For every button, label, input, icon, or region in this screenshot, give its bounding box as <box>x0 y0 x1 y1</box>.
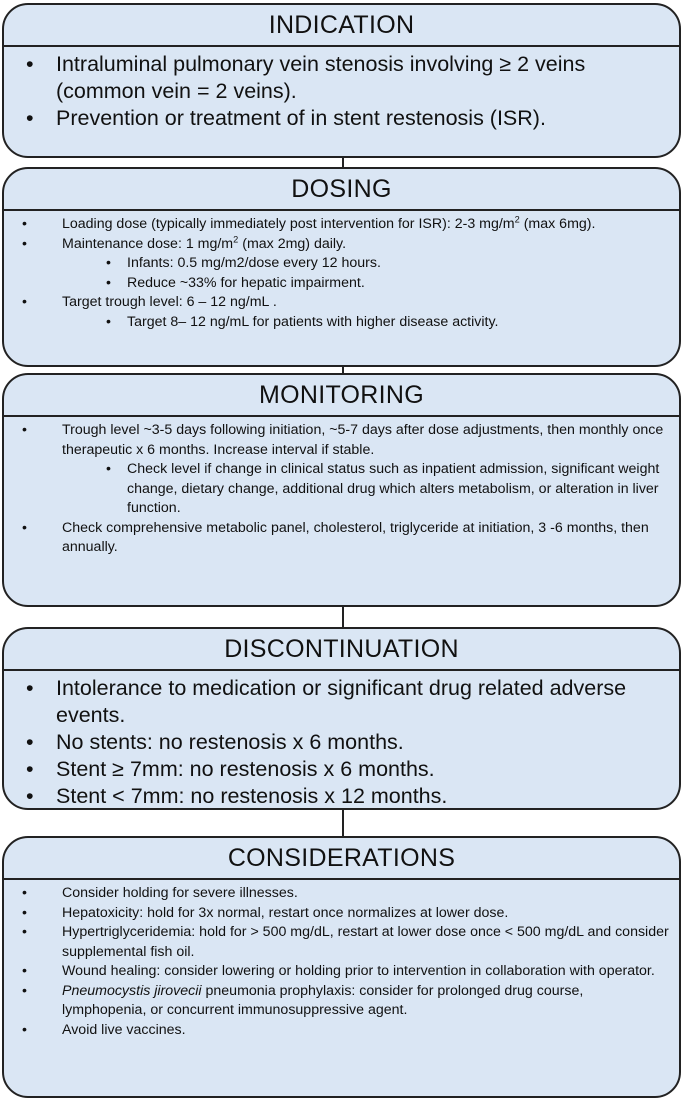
bullet-icon: • <box>26 52 34 76</box>
item-text: No stents: no restenosis x 6 months. <box>56 730 404 754</box>
connector-line <box>342 810 344 836</box>
bullet-icon: • <box>22 982 27 999</box>
item-text: Maintenance dose: 1 mg/m <box>62 235 234 252</box>
section-title: DISCONTINUATION <box>4 629 679 671</box>
item-text: Loading dose (typically immediately post intervention for ISR): 2-3 mg/m <box>62 216 515 232</box>
bullet-item <box>14 962 669 982</box>
item-text: Wound healing: consider lowering or holding prior to intervention in collaboration with operator. <box>62 963 655 979</box>
bullet-icon: • <box>22 885 27 901</box>
bullet-icon: • <box>106 274 111 291</box>
bullet-icon: • <box>22 216 27 232</box>
bullet-icon: • <box>22 422 27 438</box>
item-text: Trough level ~3-5 days following initiation, ~5-7 days after dose adjustments, then monthly once therapeutic x 6 months. Increase interval if stable. <box>62 422 664 458</box>
section-title: INDICATION <box>4 5 679 47</box>
bullet-item <box>14 982 669 1021</box>
section-title: CONSIDERATIONS <box>4 838 679 880</box>
item-text: Check level if change in clinical status such as inpatient admission, significant weight change, dietary change, additional drug which alters metabolism, or alteration in liver function. <box>127 461 660 516</box>
bullet-icon: • <box>22 963 27 979</box>
section-title: MONITORING <box>4 375 679 417</box>
bullet-icon: • <box>26 784 34 808</box>
section-considerations <box>2 836 681 1098</box>
bullet-icon: • <box>22 1021 27 1038</box>
bullet-item <box>14 675 669 729</box>
section-monitoring <box>2 373 681 607</box>
bullet-icon: • <box>22 235 27 252</box>
section-dosing <box>2 167 681 367</box>
item-text: Stent < 7mm: no restenosis x 12 months. <box>56 784 448 808</box>
item-text: (max 6mg). <box>519 216 596 232</box>
item-text: Intraluminal pulmonary vein stenosis involving ≥ 2 veins (common vein = 2 veins). <box>56 52 586 103</box>
section-discontinuation <box>2 627 681 810</box>
connector-line <box>342 158 344 167</box>
bullet-icon: • <box>106 313 111 330</box>
bullet-icon: • <box>22 924 27 940</box>
section-body <box>4 211 679 332</box>
connector-line <box>342 607 344 627</box>
item-text: Reduce ~33% for hepatic impairment. <box>127 274 365 291</box>
superscript: 2 <box>514 214 520 225</box>
bullet-icon: • <box>22 294 27 310</box>
bullet-icon: • <box>26 757 34 781</box>
item-text: Consider holding for severe illnesses. <box>62 885 298 901</box>
bullet-item <box>14 215 669 235</box>
section-body <box>4 671 679 810</box>
item-text: Avoid live vaccines. <box>62 1021 186 1038</box>
item-text: Pneumocystis jirovecii <box>62 982 202 999</box>
bullet-icon: • <box>106 255 111 271</box>
item-text: Infants: 0.5 mg/m2/dose every 12 hours. <box>127 255 381 271</box>
bullet-icon: • <box>106 461 111 477</box>
bullet-item <box>14 313 669 333</box>
bullet-item <box>14 519 669 558</box>
bullet-item <box>14 254 669 274</box>
bullet-item <box>14 783 669 810</box>
bullet-icon: • <box>26 676 34 700</box>
bullet-item <box>14 274 669 294</box>
superscript: 2 <box>233 233 239 244</box>
section-indication <box>2 3 681 158</box>
item-text: Target trough level: 6 – 12 ng/mL . <box>62 294 277 310</box>
item-text: Hypertriglyceridemia: hold for > 500 mg/dL, restart at lower dose once < 500 mg/dL and consider supplemental fish oil. <box>62 924 669 960</box>
section-title: DOSING <box>4 169 679 211</box>
bullet-item <box>14 235 669 255</box>
bullet-item <box>14 421 669 460</box>
bullet-item <box>14 1021 669 1041</box>
bullet-item <box>14 904 669 924</box>
section-body <box>4 417 679 558</box>
bullet-icon: • <box>22 519 27 536</box>
item-text: Target 8– 12 ng/mL for patients with higher disease activity. <box>127 313 499 330</box>
bullet-item <box>14 293 669 313</box>
item-text: Prevention or treatment of in stent restenosis (ISR). <box>56 106 546 130</box>
item-text: Check comprehensive metabolic panel, cholesterol, triglyceride at initiation, 3 -6 months, then annually. <box>62 519 649 555</box>
item-text: Stent ≥ 7mm: no restenosis x 6 months. <box>56 757 435 781</box>
bullet-item <box>14 756 669 783</box>
bullet-item <box>14 460 669 519</box>
item-text: (max 2mg) daily. <box>238 235 347 252</box>
bullet-item <box>14 729 669 756</box>
item-text: pneumonia prophylaxis: consider for prolonged drug course, lymphopenia, or concurrent immunosuppressive agent. <box>62 982 584 1018</box>
item-text: Intolerance to medication or significant drug related adverse events. <box>56 676 627 727</box>
bullet-item <box>14 51 669 105</box>
bullet-icon: • <box>22 904 27 921</box>
item-text: Hepatoxicity: hold for 3x normal, restart once normalizes at lower dose. <box>62 904 509 921</box>
bullet-icon: • <box>26 730 34 754</box>
section-body <box>4 47 679 132</box>
bullet-icon: • <box>26 106 34 130</box>
section-body <box>4 880 679 1040</box>
bullet-item <box>14 884 669 904</box>
bullet-item <box>14 923 669 962</box>
bullet-item <box>14 105 669 132</box>
